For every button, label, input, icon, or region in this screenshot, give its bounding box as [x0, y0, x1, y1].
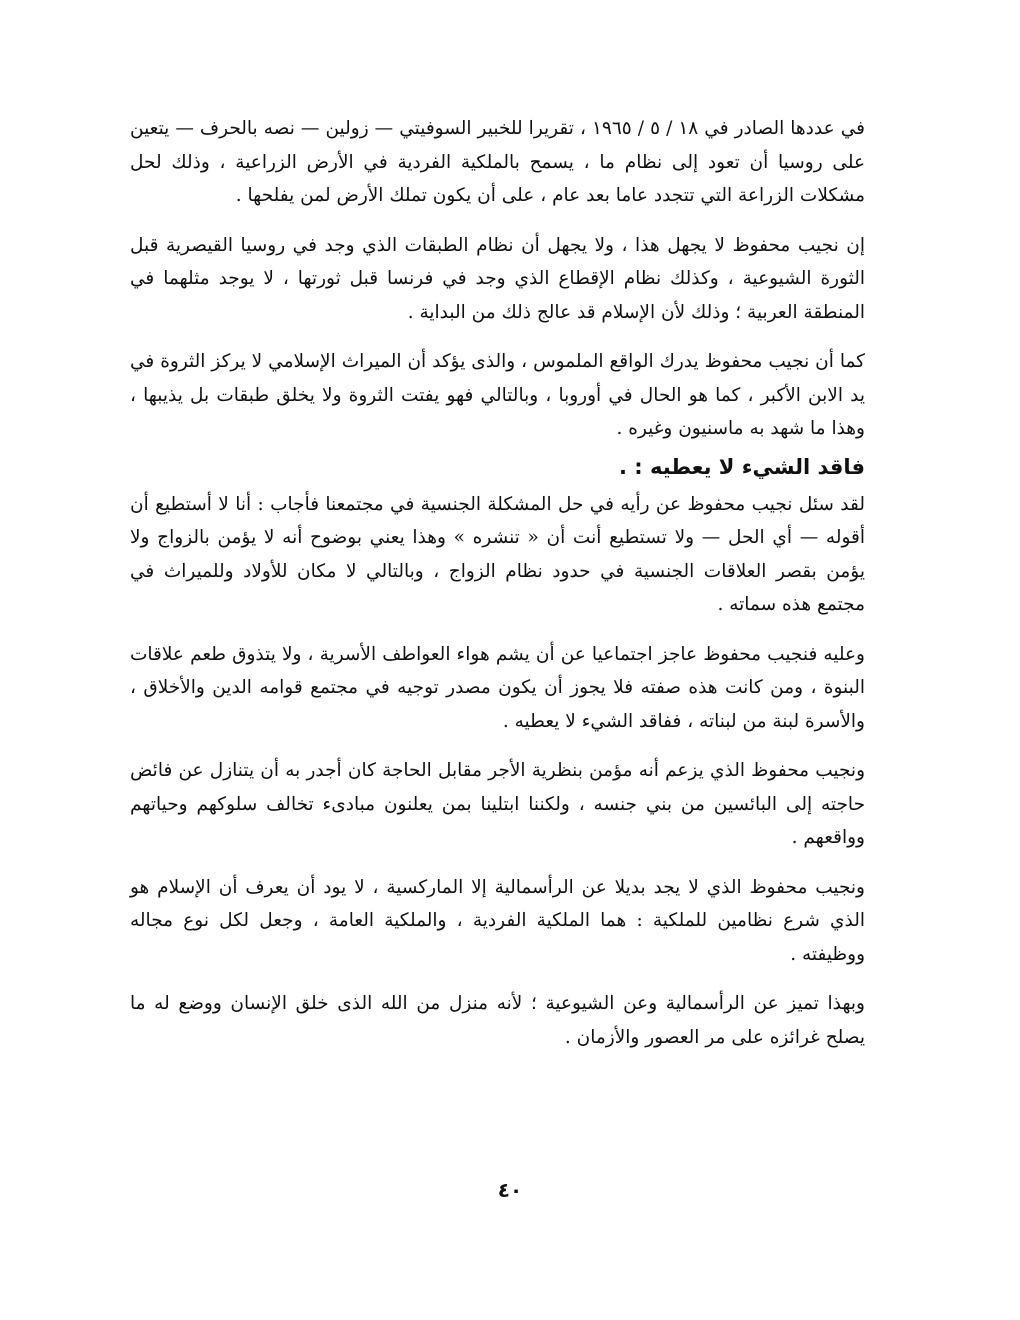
paragraph-soviet-report: في عددها الصادر في ١٨ / ٥ / ١٩٦٥ ، تقريرا للخبير السوفيتي — زولين — نصه بالحرف — يتعين على روسيا أن تعود إلى نظام ما ، يسمح بالملكية الفردية في الأرض الزراعية ، وذلك لحل مشكلات الزراعة التي تتجدد عاما بعد عام ، على أن يكون تملك الأرض لمن يفلحها . [130, 118, 865, 206]
paragraph-marriage-question: لقد سئل نجيب محفوظ عن رأيه في حل المشكلة الجنسية في مجتمعنا فأجاب : أنا لا أستطيع أن أقوله — أي الحل — ولا تستطيع أنت أن « تنشره » وهذا يعني بوضوح أنه لا يؤمن بالزواج ولا يؤمن بقصر العلاقات الجنسية في حدود نظام الزواج ، وبالتالي لا مكان للأولاد وللميراث في مجتمع هذه سماته . [130, 493, 865, 615]
paragraph-family-feelings: وعليه فنجيب محفوظ عاجز اجتماعيا عن أن يشم هواء العواطف الأسرية ، ولا يتذوق طعم علاقات البنوة ، ومن كانت هذه صفته فلا يجوز أن يكون مصدر توجيه في مجتمع قوامه الدين والأخلاق ، والأسرة لبنة من لبناته ، ففاقد الشيء لا يعطيه . [130, 643, 865, 732]
paragraph-ownership-systems: ونجيب محفوظ الذي لا يجد بديلا عن الرأسمالية إلا الماركسية ، لا يود أن يعرف أن الإسلام هو الذي شرع نظامين للملكية : هما الملكية الفردية ، والملكية العامة ، وجعل لكل نوع مجاله ووظيفته . [130, 876, 865, 965]
section-heading: فاقد الشيء لا يعطيه : . [618, 454, 865, 479]
page-number: ٤٠ [497, 1178, 523, 1202]
paragraph-wage-theory: ونجيب محفوظ الذي يزعم أنه مؤمن بنظرية الأجر مقابل الحاجة كان أجدر به أن يتنازل عن فائض حاجته إلى البائسين من بني جنسه ، ولكننا ابتلينا بمن يعلنون مبادىء تخالف سلوكهم وحياتهم وواقعهم . [130, 760, 865, 848]
paragraph-conclusion: وبهذا تميز عن الرأسمالية وعن الشيوعية ؛ لأنه منزل من الله الذى خلق الإنسان ووضع له ما يصلح غرائزه على مر العصور والأزمان . [130, 993, 865, 1048]
paragraph-class-system: إن نجيب محفوظ لا يجهل هذا ، ولا يجهل أن نظام الطبقات الذي وجد في روسيا القيصرية قبل الثورة الشيوعية ، وكذلك نظام الإقطاع الذي وجد في فرنسا قبل ثورتها ، لا يوجد مثلهما في المنطقة العربية ؛ وذلك لأن الإسلام قد عالج ذلك من البداية . [130, 234, 865, 323]
paragraph-islamic-inheritance: كما أن نجيب محفوظ يدرك الواقع الملموس ، والذى يؤكد أن الميراث الإسلامي لا يركز الثروة في يد الابن الأكبر ، كما هو الحال في أوروبا ، وبالتالي فهو يفتت الثروة ولا يخلق طبقات بل يذيبها ، وهذا ما شهد به ماسنيون وغيره . [130, 351, 865, 439]
page-body [130, 112, 865, 1070]
